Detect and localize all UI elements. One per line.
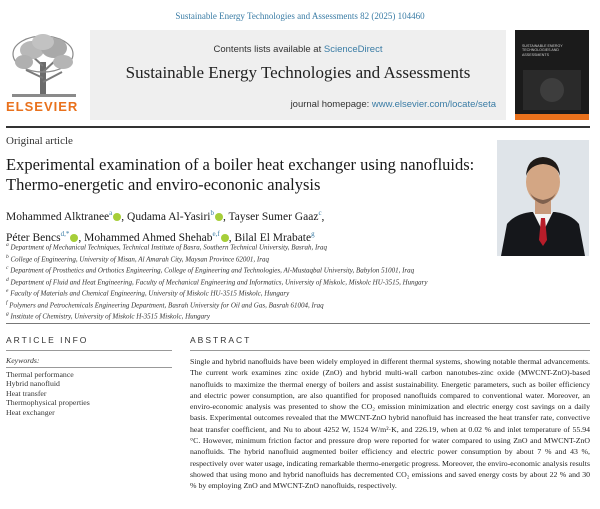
abstract-heading: ABSTRACT xyxy=(190,335,252,345)
abstract-text: Single and hybrid nanofluids have been widely employed in different thermal systems, showing notable thermal advancements. The current work examines zinc oxide (ZnO) and hybrid multi-wall carbon nanotubes-zinc oxide (MWCNT-ZnO)-based nanofluids to maximize the thermal energy of boilers and assist sustainability. Energetic parameters, such as boiler efficiency and electric power consumption, are also quantified for proposed nanofluids compared to conventional water. Moreover, an enviro-economic analysis was presented to show the CO₂ emission minimization and electric energy cost savings on a daily basis. Experimental outcomes revealed that the MWCNT-ZnO hybrid nanofluid has increased the heat transfer rate, convective heat transfer coefficient, and Nu to about 4252 W, 1524 W/m²·K, and 226.19, when at 0.02 % and inlet temperature of 55.94 °C. However, minimum friction factor and pressure drop were reported for water compared to using ZnO and MWCNT-ZnO nanofluids. The hybrid nanofluid augmented boiler efficiency and electric power consumption by about 7 % and 43 %, respectively over water usage, indicating remarkable thermo-energetic progress. Moreover, the enviro-economic analysis results showed that using mono and hybrid nanofluids has decremented CO₂ emissions and saved energy costs by about 22 % and 30 % by employing ZnO and MWCNT-ZnO nanofluids, respectively. xyxy=(190,357,590,491)
keyword-item[interactable]: Heat transfer xyxy=(6,388,47,398)
author-affiliation-marker[interactable]: c xyxy=(318,209,322,217)
affiliation-text: Polymers and Petrochemicals Engineering Department, Basrah University for Oil and Gas, Basrah 61004, Iraq xyxy=(9,300,324,309)
header-rule xyxy=(6,126,590,128)
keywords-block xyxy=(6,356,172,417)
homepage-line xyxy=(90,99,506,110)
author-affiliation-marker[interactable]: b xyxy=(210,209,214,217)
contents-prefix: Contents lists available at xyxy=(213,44,324,55)
affiliation-marker: f xyxy=(6,299,8,306)
section-rule xyxy=(6,323,590,324)
author-name[interactable]: Mohammed Alktranee xyxy=(6,210,110,223)
keyword-item[interactable]: Heat exchanger xyxy=(6,407,55,417)
affiliation-text: Department of Mechanical Techniques, Technical Institute of Basra, Southern Technical University, Basrah, Iraq xyxy=(10,243,328,252)
author-affiliation-marker[interactable]: e,f xyxy=(212,229,220,238)
author-name[interactable]: Tayser Sumer Gaaz xyxy=(228,210,319,223)
author-affiliation-marker[interactable]: d,* xyxy=(60,229,70,238)
elsevier-wordmark: ELSEVIER xyxy=(6,99,79,114)
citation-line[interactable]: Sustainable Energy Technologies and Assessments 82 (2025) 104460 xyxy=(175,11,425,21)
affiliation-item xyxy=(6,287,506,299)
author-name[interactable]: Mohammed Ahmed Shehab xyxy=(84,231,213,244)
affiliation-marker: d xyxy=(6,276,9,283)
author-separator: , xyxy=(121,210,125,223)
affiliation-item xyxy=(6,253,506,265)
affiliation-text: Faculty of Materials and Chemical Engineering, University of Miskolc HU-3515 Miskolc, Hungary xyxy=(10,289,290,298)
affiliation-text: College of Engineering, University of Misan, Al Amarah City, Maysan Province 62001, Iraq xyxy=(10,254,269,263)
affiliation-list xyxy=(6,241,506,322)
affiliation-item xyxy=(6,299,506,311)
journal-title[interactable]: Sustainable Energy Technologies and Assessments xyxy=(125,63,471,82)
abstract-rule xyxy=(190,350,590,351)
author-photo xyxy=(497,140,589,256)
keywords-divider xyxy=(6,367,172,368)
affiliation-text: Institute of Chemistry, University of Miskolc H-3515 Miskolc, Hungary xyxy=(10,312,210,321)
keyword-item[interactable]: Thermal performance xyxy=(6,369,74,379)
affiliation-marker: e xyxy=(6,288,9,295)
orcid-icon[interactable] xyxy=(215,213,223,221)
author-separator: , xyxy=(321,210,325,223)
author-name[interactable]: Qudama Al-Yasiri xyxy=(127,210,211,223)
keywords-list xyxy=(6,370,172,418)
affiliation-item xyxy=(6,276,506,288)
homepage-link[interactable]: www.elsevier.com/locate/seta xyxy=(371,99,496,110)
author-affiliation-marker[interactable]: a xyxy=(109,209,113,217)
article-info-rule xyxy=(6,350,172,351)
homepage-prefix: journal homepage: xyxy=(290,99,372,110)
article-title: Experimental examination of a boiler heat exchanger using nanofluids: Thermo-energetic and enviro-econonic analysis xyxy=(6,155,475,194)
author-affiliation-marker[interactable]: g xyxy=(311,229,315,238)
author-separator: , xyxy=(223,210,226,223)
affiliation-item xyxy=(6,310,506,322)
affiliation-marker: a xyxy=(6,242,9,248)
article-info-heading: ARTICLE INFO xyxy=(6,335,89,345)
author-separator: , xyxy=(78,231,82,244)
affiliation-text: Department of Prosthetics and Orthotics Engineering, College of Engineering and Technologies, Al-Mustaqbal University, Babylon 51001, Iraq xyxy=(10,266,415,275)
author-separator: , xyxy=(228,231,232,244)
affiliation-marker: b xyxy=(6,253,9,260)
keyword-item[interactable]: Hybrid nanofluid xyxy=(6,379,60,388)
author-name[interactable]: Péter Bencs xyxy=(6,231,61,244)
keywords-label: Keywords: xyxy=(6,356,40,365)
affiliation-item xyxy=(6,241,506,253)
contents-line xyxy=(90,44,506,55)
affiliation-text: Department of Fluid and Heat Engineering, Faculty of Mechanical Engineering and Informatics, University of Miskolc, Miskolc HU-3515, Hungary xyxy=(10,277,428,286)
cover-title: SUSTAINABLE ENERGY TECHNOLOGIES AND ASSESSMENTS xyxy=(522,44,563,57)
author-name[interactable]: Bilal El Mrabate xyxy=(234,231,312,244)
affiliation-marker: g xyxy=(6,311,9,318)
sciencedirect-link[interactable]: ScienceDirect xyxy=(323,44,383,55)
keyword-item[interactable]: Thermophysical properties xyxy=(6,398,90,407)
article-type: Original article xyxy=(6,135,73,147)
affiliation-marker: c xyxy=(6,265,9,272)
affiliation-item xyxy=(6,264,506,276)
